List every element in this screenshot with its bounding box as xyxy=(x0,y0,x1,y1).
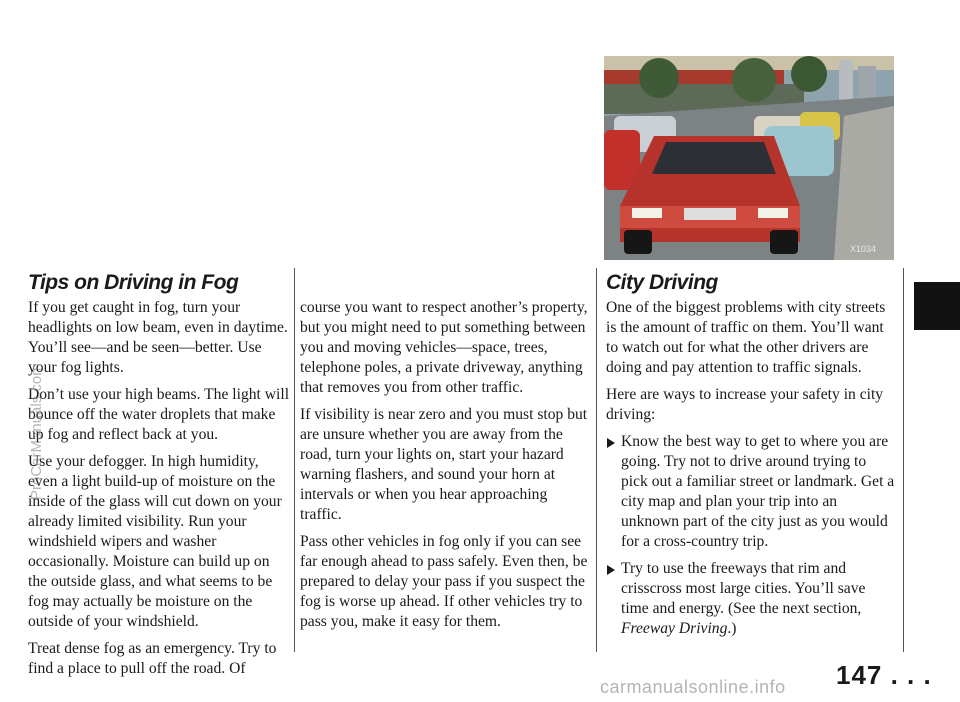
list-item-text: Try to use the freeways that rim and crisscross most large cities. You’ll save time and energy. (See the next section, xyxy=(621,560,866,617)
traffic-illustration xyxy=(604,56,894,260)
list-item-text-end: .) xyxy=(727,620,737,637)
fog-section-heading: Tips on Driving in Fog xyxy=(28,271,239,294)
cross-reference-link[interactable]: Freeway Driving xyxy=(621,620,728,637)
column-divider xyxy=(596,268,597,652)
list-item xyxy=(606,559,896,639)
city-section-heading: City Driving xyxy=(606,271,718,294)
paragraph: One of the biggest problems with city streets is the amount of traffic on them. You’ll want to watch out for what the other drivers are doing and pay attention to traffic signals. xyxy=(606,299,886,376)
paragraph: Don’t use your high beams. The light will bounce off the water droplets that make up fog and reflect back at you. xyxy=(28,386,290,443)
section-tab-marker xyxy=(914,282,960,330)
footer-watermark: carmanualsonline.info xyxy=(600,677,786,697)
paragraph: Treat dense fog as an emergency. Try to find a place to pull off the road. Of xyxy=(28,640,277,677)
city-tips-list xyxy=(606,432,896,639)
list-item xyxy=(606,432,896,552)
fog-section-continued xyxy=(300,298,588,639)
bullet-arrow-icon xyxy=(607,565,615,575)
paragraph: Pass other vehicles in fog only if you can see far enough ahead to pass safely. Even then, be prepared to delay your pass if you suspect the fog is worse up ahead. If other vehicles try to pass you, make it easy for them. xyxy=(300,533,588,630)
side-watermark: ProCarManuals.com xyxy=(28,363,45,500)
city-section-body xyxy=(606,298,896,646)
paragraph: If visibility is near zero and you must stop but are unsure whether you are away from the road, turn your lights on, start your hazard warning flashers, and sound your horn at intervals or when you hear approaching traffic. xyxy=(300,406,588,523)
city-traffic-photo xyxy=(604,56,894,260)
paragraph: course you want to respect another’s property, but you might need to put something between you and moving vehicles—space, trees, telephone poles, a private driveway, anything that removes you from other traffic. xyxy=(300,299,588,396)
fog-section-body xyxy=(28,298,290,686)
list-item-text: Know the best way to get to where you are going. Try not to drive around trying to pick out a familiar street or landmark. Get a city map and plan your trip into an unknown part of the city just as you would for a cross-country trip. xyxy=(621,433,895,550)
paragraph: Here are ways to increase your safety in city driving: xyxy=(606,386,884,423)
paragraph: If you get caught in fog, turn your headlights on low beam, even in daytime. You’ll see—and be seen—better. Use your fog lights. xyxy=(28,299,288,376)
photo-code: X1034 xyxy=(849,244,876,254)
column-divider xyxy=(294,268,295,652)
paragraph: Use your defogger. In high humidity, even a light build-up of moisture on the inside of the glass will cut down on your already limited visibility. Run your windshield wipers and washer occasionally. Moisture can build up on the outside glass, and what seems to be fog may actually be moisture on the outside of your windshield. xyxy=(28,453,282,630)
column-divider xyxy=(903,268,904,652)
page-number: 147 . . . xyxy=(836,660,932,690)
bullet-arrow-icon xyxy=(607,438,615,448)
